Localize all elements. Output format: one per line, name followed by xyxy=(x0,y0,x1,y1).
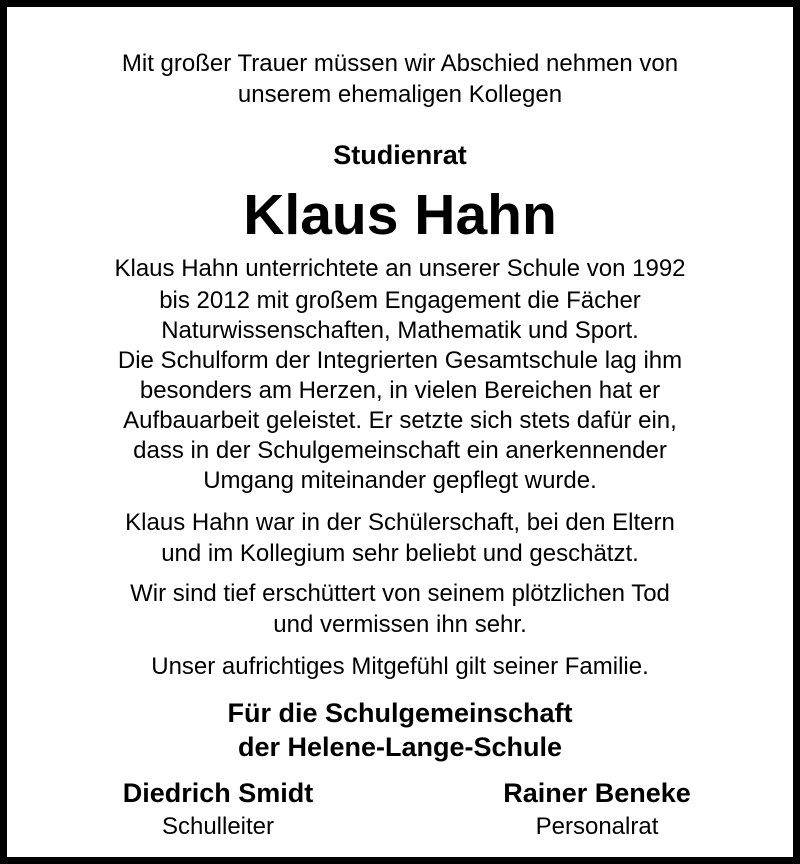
paragraph-1-line-7: dass in der Schulgemeinschaft ein anerkennender xyxy=(133,437,667,464)
closing-line-2: der Helene-Lange-Schule xyxy=(237,732,563,762)
signatory-name: Rainer Beneke xyxy=(503,778,691,808)
paragraph-1-line-1: Klaus Hahn unterrichtete an unserer Schule von 1992 xyxy=(114,255,686,282)
signatory-role: Schulleiter xyxy=(161,813,275,840)
intro-line-1: Mit großer Trauer müssen wir Abschied nehmen von xyxy=(121,50,679,77)
paragraph-2-line-1: Klaus Hahn war in der Schülerschaft, bei den Eltern xyxy=(125,509,675,536)
deceased-name: Klaus Hahn xyxy=(243,183,557,247)
signatory-name: Diedrich Smidt xyxy=(122,778,314,808)
paragraph-2-line-2: und im Kollegium sehr beliebt und geschätzt. xyxy=(161,540,639,567)
closing-line-1: Für die Schulgemeinschaft xyxy=(227,698,573,728)
signatory-role: Personalrat xyxy=(535,813,659,840)
paragraph-1-line-4: Die Schulform der Integrierten Gesamtschule lag ihm xyxy=(117,347,683,374)
paragraph-1-line-5: besonders am Herzen, in vielen Bereichen hat er xyxy=(139,377,661,404)
paragraph-1-line-6: Aufbauarbeit geleistet. Er setzte sich stets dafür ein, xyxy=(123,407,677,434)
paragraph-1-line-2: bis 2012 mit großem Engagement die Fächer xyxy=(159,287,641,314)
paragraph-1-line-3: Naturwissenschaften, Mathematik und Sport. xyxy=(161,317,639,344)
signatory-right xyxy=(437,777,757,841)
paragraph-4-line-1: Unser aufrichtiges Mitgefühl gilt seiner Familie. xyxy=(151,653,649,680)
paragraph-3-line-1: Wir sind tief erschüttert von seinem plötzlichen Tod xyxy=(130,580,670,607)
title-text: Studienrat xyxy=(333,140,467,170)
paragraph-3-line-2: und vermissen ihn sehr. xyxy=(273,611,527,638)
intro-line-2: unserem ehemaligen Kollegen xyxy=(237,81,563,108)
signatory-left xyxy=(50,777,386,841)
paragraph-1-line-8: Umgang miteinander gepflegt wurde. xyxy=(203,467,597,494)
